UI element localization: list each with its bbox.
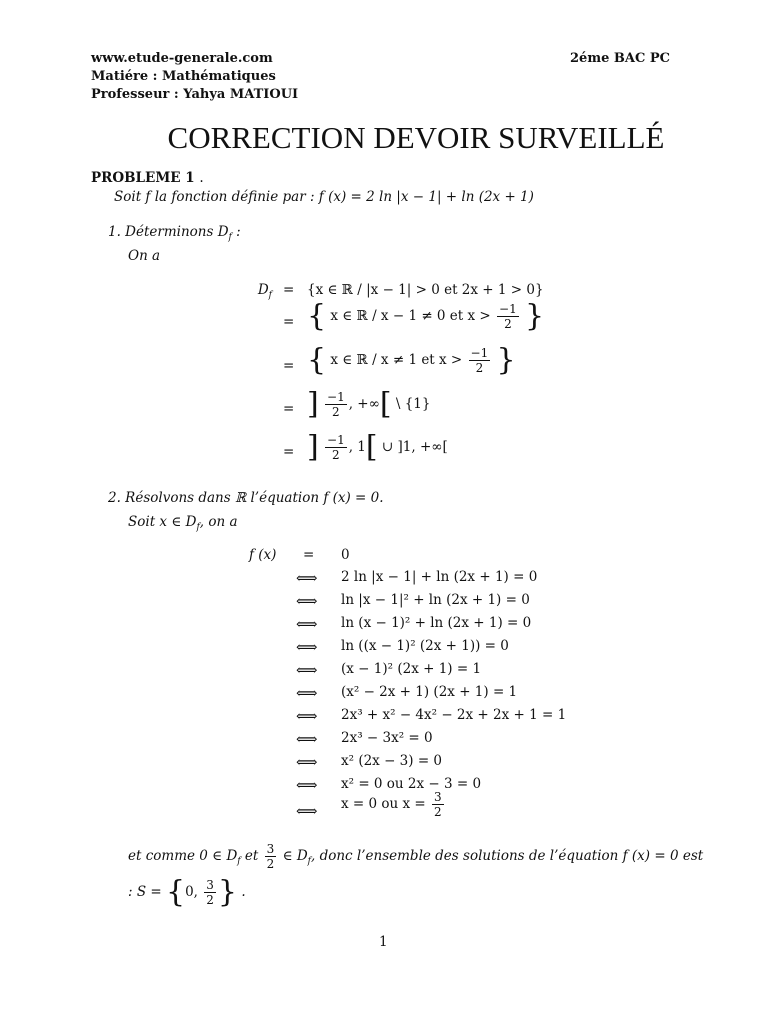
fraction-numerator: −1 — [327, 433, 345, 447]
q2-soit-text: Soit x ∈ D — [128, 514, 197, 530]
domain-eq-1: = — [283, 282, 295, 298]
equivalence-arrow-icon: ⟺ — [296, 707, 318, 725]
conclusion-part-d: , donc l’ensemble des solutions de l’équation f (x) = 0 est — [311, 848, 704, 864]
equivalence-arrow-icon: ⟺ — [296, 661, 318, 679]
fraction-denominator: 2 — [332, 448, 340, 462]
equivalence-arrow-icon: ⟺ — [296, 615, 318, 633]
equation-step: x² = 0 ou 2x − 3 = 0 — [341, 776, 482, 792]
fraction-minus-half — [325, 433, 347, 462]
fraction-denominator: 2 — [504, 317, 512, 331]
fraction-denominator: 2 — [266, 857, 275, 871]
domain-row-5-end: ∪ ]1, +∞[ — [381, 439, 448, 455]
equation-step: ln |x − 1|² + ln (2x + 1) = 0 — [341, 592, 530, 608]
q2-label: 2. Résolvons dans ℝ l’équation f (x) = 0. — [108, 490, 384, 506]
equation-step: ln (x − 1)² + ln (2x + 1) = 0 — [341, 615, 532, 631]
solution-zero: 0, — [185, 884, 198, 900]
q2-soit-sub: f — [196, 522, 200, 533]
equivalence-arrow-icon: ⟺ — [296, 592, 318, 610]
equation-first-rhs: 0 — [341, 547, 350, 563]
page-title: CORRECTION DEVOIR SURVEILLÉ — [167, 120, 665, 155]
conclusion-sub: f — [307, 856, 312, 867]
bracket-close-icon: [ — [379, 386, 392, 422]
fraction-three-halves — [432, 790, 444, 819]
domain-row-1: {x ∈ ℝ / |x − 1| > 0 et 2x + 1 > 0} — [307, 282, 544, 298]
solution-set-end: . — [241, 884, 246, 900]
fraction-numerator: 3 — [434, 790, 442, 804]
equation-step: (x − 1)² (2x + 1) = 1 — [341, 661, 482, 677]
domain-row-2-text: x ∈ ℝ / x − 1 ≠ 0 et x > — [330, 308, 491, 324]
conclusion-part-c: ∈ D — [282, 848, 308, 864]
q1-label-sub: f — [228, 232, 232, 243]
bracket-close-icon: [ — [365, 429, 378, 465]
q2-soit — [128, 514, 238, 533]
domain-row-2 — [307, 298, 545, 334]
fraction-minus-half — [469, 346, 491, 375]
brace-open-icon: { — [307, 298, 327, 334]
fraction-three-halves — [204, 878, 216, 907]
problem-heading-text: PROBLEME 1 — [91, 170, 195, 186]
equation-step: x² (2x − 3) = 0 — [341, 753, 443, 769]
equation-step: 2x³ + x² − 4x² − 2x + 2x + 1 = 1 — [341, 707, 567, 723]
conclusion-part-b: et — [240, 848, 259, 864]
brace-open-icon: { — [307, 342, 327, 378]
domain-eq-4: = — [283, 401, 295, 417]
equation-step: 2x³ − 3x² = 0 — [341, 730, 433, 746]
domain-lhs — [240, 282, 272, 301]
domain-row-5 — [307, 429, 448, 465]
solution-set-prefix: : S = — [128, 884, 162, 900]
q2-soit-end: , on a — [199, 514, 238, 530]
equivalence-arrow-icon: ⟺ — [296, 753, 318, 771]
fraction-minus-half — [325, 390, 347, 419]
equivalence-arrow-icon: ⟺ — [296, 802, 318, 820]
q1-label-end: : — [231, 224, 241, 240]
problem-intro: Soit f la fonction définie par : f (x) = 2 ln |x − 1| + ln (2x + 1) — [114, 189, 534, 205]
conclusion-sub: f — [237, 856, 241, 867]
teacher-line: Professeur : Yahya MATIOUI — [91, 87, 299, 102]
domain-row-3 — [307, 342, 516, 378]
fraction-denominator: 2 — [332, 405, 340, 419]
fraction-numerator: 3 — [206, 878, 214, 892]
fraction-denominator: 2 — [475, 361, 484, 375]
problem-heading-dot: . — [199, 170, 204, 186]
domain-row-4-tail: , +∞ — [348, 396, 380, 412]
fraction-minus-half — [497, 302, 519, 331]
equivalence-arrow-icon: ⟺ — [296, 730, 318, 748]
subject-line: Matiére : Mathématiques — [91, 69, 276, 84]
domain-eq-5: = — [283, 444, 295, 460]
class-level: 2éme BAC PC — [570, 51, 670, 66]
q1-on-a: On a — [128, 248, 161, 264]
brace-close-icon: } — [525, 298, 545, 334]
domain-row-3-text: x ∈ ℝ / x ≠ 1 et x > — [330, 352, 463, 368]
fraction-numerator: −1 — [499, 302, 517, 316]
solution-set — [128, 874, 246, 910]
bracket-open-icon: ] — [307, 386, 319, 422]
equation-step: 2 ln |x − 1| + ln (2x + 1) = 0 — [341, 569, 538, 585]
final-step-text: x = 0 ou x = — [341, 796, 426, 812]
domain-row-4 — [307, 386, 431, 422]
brace-close-icon: } — [496, 342, 516, 378]
fraction-numerator: −1 — [327, 390, 345, 404]
equivalence-arrow-icon: ⟺ — [296, 684, 318, 702]
equation-step: (x² − 2x + 1) (2x + 1) = 1 — [341, 684, 518, 700]
equation-final-step — [341, 790, 446, 819]
page-number: 1 — [379, 934, 388, 950]
equation-step: ln ((x − 1)² (2x + 1)) = 0 — [341, 638, 509, 654]
equivalence-arrow-icon: ⟺ — [296, 638, 318, 656]
fraction-three-halves — [265, 842, 277, 871]
brace-open-icon: { — [166, 874, 186, 910]
problem-heading — [91, 170, 204, 186]
fraction-numerator: 3 — [266, 842, 275, 856]
equivalence-arrow-icon: ⟺ — [296, 776, 318, 794]
domain-row-5-mid: , 1 — [348, 439, 366, 455]
website-url: www.etude-generale.com — [91, 51, 273, 66]
q1-label — [108, 224, 241, 243]
domain-eq-3: = — [283, 358, 295, 374]
equation-first-eq: = — [303, 547, 315, 563]
fraction-denominator: 2 — [434, 805, 442, 819]
equivalence-arrow-icon: ⟺ — [296, 569, 318, 587]
fraction-numerator: −1 — [470, 346, 489, 360]
domain-lhs-letter: D — [257, 282, 269, 298]
conclusion-line — [128, 842, 703, 871]
domain-row-4-end: \ {1} — [395, 396, 431, 412]
conclusion-part-a: et comme 0 ∈ D — [128, 848, 238, 864]
equation-lhs: f (x) — [249, 547, 277, 563]
q1-label-text: 1. Déterminons D — [108, 224, 229, 240]
fraction-denominator: 2 — [206, 893, 214, 907]
bracket-open-icon: ] — [307, 429, 319, 465]
domain-eq-2: = — [283, 314, 295, 330]
domain-lhs-sub: f — [268, 290, 272, 301]
brace-close-icon: } — [217, 874, 238, 910]
